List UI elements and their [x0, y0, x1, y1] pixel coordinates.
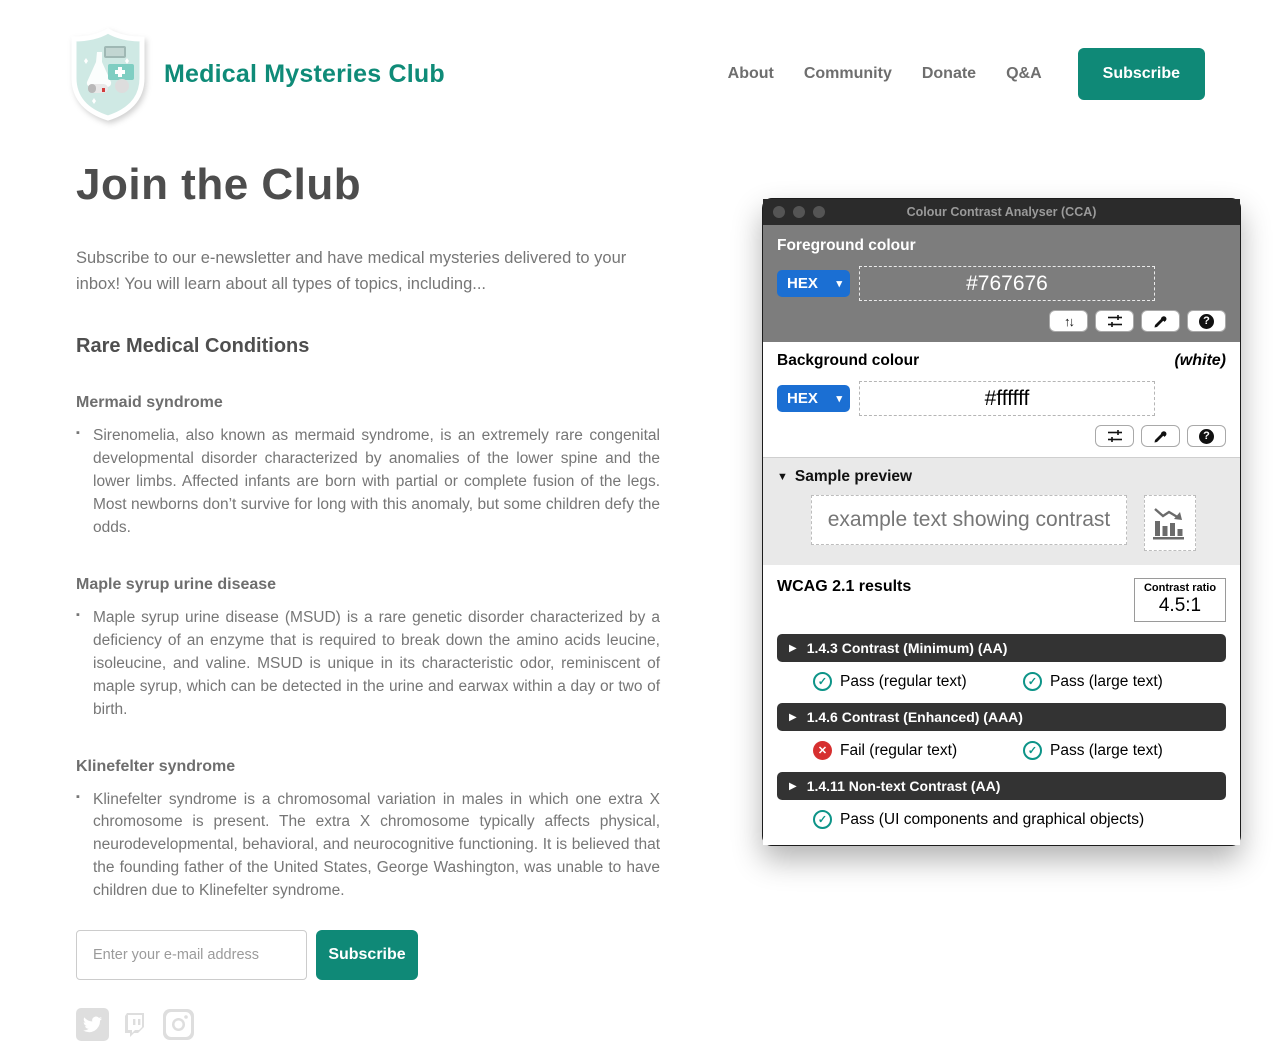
format-value: HEX — [787, 390, 818, 407]
result-label: Pass (UI components and graphical objects) — [840, 810, 1145, 828]
condition-list — [76, 425, 660, 540]
nav-about[interactable]: About — [727, 65, 774, 82]
sliders-icon — [1107, 314, 1123, 328]
club-shield-logo — [64, 28, 152, 120]
main-nav — [728, 48, 1205, 100]
result-label: Pass (regular text) — [840, 672, 967, 690]
section-title: Rare Medical Conditions — [76, 335, 310, 358]
pass-check-icon: ✓ — [1023, 672, 1042, 691]
result-label: Pass (large text) — [1050, 672, 1163, 690]
background-help-button[interactable] — [1187, 425, 1226, 447]
foreground-eyedropper-button[interactable] — [1141, 310, 1180, 332]
criterion-143-header[interactable] — [777, 634, 1226, 662]
bar-chart-icon — [1153, 505, 1187, 541]
condition-list — [76, 607, 660, 722]
help-icon: ? — [1199, 314, 1214, 329]
site-title: Medical Mysteries Club — [164, 59, 445, 88]
contrast-ratio-box — [1134, 578, 1226, 622]
criterion-label: 1.4.6 Contrast (Enhanced) (AAA) — [806, 709, 1023, 725]
email-input[interactable] — [76, 930, 307, 980]
condition-title-mermaid: Mermaid syndrome — [76, 394, 223, 412]
main-content — [0, 160, 660, 1041]
condition-title-msud: Maple syrup urine disease — [76, 575, 277, 593]
condition-title-klinefelter: Klinefelter syndrome — [76, 757, 236, 775]
foreground-color-input[interactable]: #767676 — [859, 266, 1155, 301]
wcag-results-title: WCAG 2.1 results — [777, 578, 912, 595]
intro-paragraph: Subscribe to our e-newsletter and have medical mysteries delivered to your inbox! You will learn about all types of topics, including... — [76, 249, 627, 293]
pass-check-icon: ✓ — [813, 672, 832, 691]
sample-preview-label: Sample preview — [794, 468, 913, 485]
eyedropper-icon — [1153, 314, 1168, 329]
nav-community[interactable]: Community — [803, 65, 892, 82]
contrast-ratio-label: Contrast ratio — [1143, 582, 1217, 594]
foreground-label: Foreground colour — [777, 237, 916, 254]
pass-check-icon: ✓ — [1023, 741, 1042, 760]
foreground-section — [763, 225, 1240, 342]
page-title: Join the Club — [76, 160, 362, 209]
fail-cross-icon: ✕ — [813, 741, 832, 760]
condition-list — [76, 789, 660, 904]
criterion-146-results — [813, 741, 1226, 760]
background-colour-name: (white) — [1174, 352, 1226, 369]
condition-description: ▪ Sirenomelia, also known as mermaid syndrome, is an extremely rare congenital developmental disorder characterized by anomalies of the lower spine and the lower limbs. Affected infants are born with partial or complete fusion of the legs. Most newborns don’t survive for long with this anomaly, but some children defy the odds. — [76, 425, 660, 540]
collapse-triangle-icon: ▼ — [777, 471, 788, 483]
window-controls — [773, 206, 825, 218]
foreground-adjust-button[interactable] — [1095, 310, 1134, 332]
minimize-window-button[interactable] — [793, 206, 805, 218]
twitter-icon[interactable] — [76, 1008, 109, 1041]
zoom-window-button[interactable] — [813, 206, 825, 218]
swap-arrows-icon: ↑↓ — [1064, 313, 1073, 329]
form-subscribe-button[interactable]: Subscribe — [316, 930, 418, 980]
close-window-button[interactable] — [773, 206, 785, 218]
condition-description: ▪ Maple syrup urine disease (MSUD) is a rare genetic disorder characterized by a deficiency of an enzyme that is required to break down the amino acids leucine, isoleucine, and valine. MSUD is unique in its characteristic odor, reminiscent of maple syrup, which can be detected in the urine and earwax within a day or two of birth. — [76, 607, 660, 722]
header-subscribe-button[interactable]: Subscribe — [1078, 48, 1205, 100]
background-section — [763, 342, 1240, 457]
result-label: Pass (large text) — [1050, 741, 1163, 759]
format-value: HEX — [787, 275, 818, 292]
cca-titlebar[interactable] — [763, 199, 1240, 225]
background-adjust-button[interactable] — [1095, 425, 1134, 447]
criterion-label: 1.4.11 Non-text Contrast (AA) — [806, 778, 1001, 794]
twitch-icon[interactable] — [119, 1008, 152, 1041]
criterion-143-results — [813, 672, 1226, 691]
swap-colours-button[interactable] — [1049, 310, 1088, 332]
sliders-icon — [1107, 429, 1123, 443]
foreground-help-button[interactable] — [1187, 310, 1226, 332]
result-label: Fail (regular text) — [840, 741, 958, 759]
shield-logo-icon — [64, 28, 152, 120]
instagram-icon[interactable] — [162, 1008, 195, 1041]
sample-preview-toggle[interactable] — [777, 468, 1226, 486]
eyedropper-icon — [1153, 429, 1168, 444]
wcag-results-section — [763, 565, 1240, 845]
contrast-ratio-value: 4.5:1 — [1158, 595, 1202, 616]
condition-description: ▪ Klinefelter syndrome is a chromosomal variation in males in which one extra X chromosome is present. The extra X chromosome typically affects physical, neurodevelopmental, behavioral, and neurocognitive functioning. It is believed that the founding father of the United States, George Washington, was unable to have children due to Klinefelter syndrome. — [76, 789, 660, 904]
cca-window — [762, 198, 1241, 846]
nav-donate[interactable]: Donate — [921, 65, 977, 82]
expand-triangle-icon: ▶ — [789, 780, 797, 792]
pass-check-icon: ✓ — [813, 810, 832, 829]
criterion-1411-header[interactable] — [777, 772, 1226, 800]
background-color-input[interactable]: #ffffff — [859, 381, 1155, 416]
site-header — [0, 0, 1275, 120]
background-format-select[interactable] — [777, 385, 850, 412]
foreground-format-select[interactable] — [777, 270, 850, 297]
help-icon: ? — [1199, 429, 1214, 444]
background-label: Background colour — [777, 352, 920, 369]
chevron-down-icon: ▾ — [836, 278, 842, 290]
chevron-down-icon: ▾ — [836, 393, 842, 405]
sample-text-box[interactable]: example text showing contrast — [811, 495, 1127, 545]
social-links — [76, 1008, 660, 1041]
background-eyedropper-button[interactable] — [1141, 425, 1180, 447]
expand-triangle-icon: ▶ — [789, 642, 797, 654]
expand-triangle-icon: ▶ — [789, 711, 797, 723]
criterion-1411-results — [813, 810, 1226, 829]
cca-window-title: Colour Contrast Analyser (CCA) — [906, 205, 1097, 219]
criterion-label: 1.4.3 Contrast (Minimum) (AA) — [806, 640, 1008, 656]
criterion-146-header[interactable] — [777, 703, 1226, 731]
sample-preview-section — [763, 457, 1240, 565]
sample-graphics-box[interactable] — [1144, 495, 1196, 551]
newsletter-form — [76, 930, 660, 980]
nav-qa[interactable]: Q&A — [1006, 65, 1042, 82]
